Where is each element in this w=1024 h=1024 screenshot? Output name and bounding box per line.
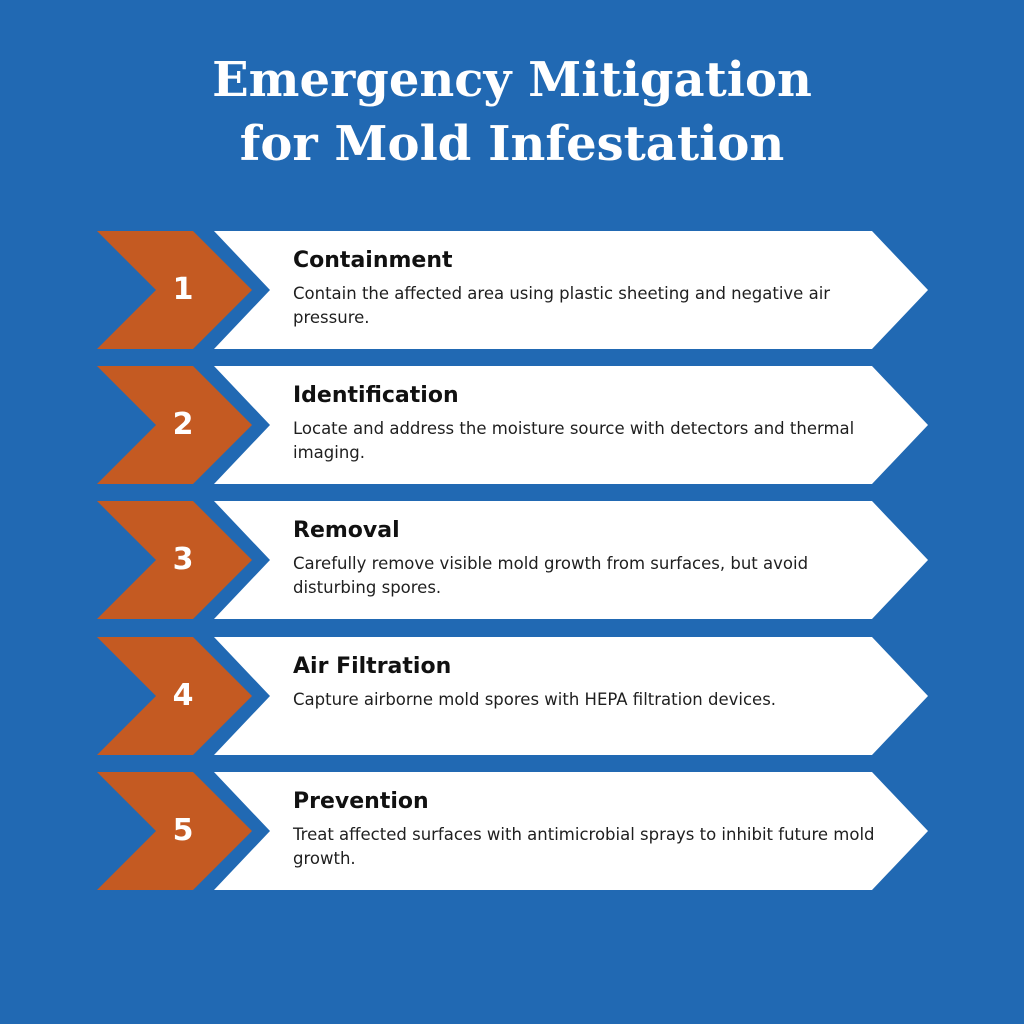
step-2-title: Identification	[293, 383, 459, 408]
step-1-number: 1	[172, 272, 194, 307]
step-4-description: Capture airborne mold spores with HEPA filtration devices.	[293, 690, 777, 709]
step-3-description: Carefully remove visible mold growth from surfaces, but avoid disturbing spores.	[293, 554, 809, 597]
step-5-title: Prevention	[293, 789, 429, 814]
step-3-title: Removal	[293, 518, 400, 543]
step-item-4	[0, 637, 1024, 755]
step-item-5	[0, 772, 1024, 890]
step-1-description: Contain the affected area using plastic sheeting and negative air pressure.	[293, 284, 831, 327]
page-title-line-2: for Mold Infestation	[239, 116, 785, 172]
page-title	[0, 48, 1024, 176]
page-title-line-1: Emergency Mitigation	[212, 52, 812, 108]
step-5-description: Treat affected surfaces with antimicrobial sprays to inhibit future mold growth.	[293, 825, 875, 868]
step-4-number: 4	[172, 678, 194, 713]
step-item-1	[0, 231, 1024, 349]
step-item-2	[0, 366, 1024, 484]
step-5-number: 5	[172, 813, 194, 848]
step-2-description: Locate and address the moisture source with detectors and thermal imaging.	[293, 419, 855, 462]
step-4-title: Air Filtration	[293, 654, 452, 679]
step-item-3	[0, 501, 1024, 619]
step-1-title: Containment	[293, 248, 453, 273]
step-3-number: 3	[172, 542, 194, 577]
step-2-number: 2	[172, 407, 194, 442]
